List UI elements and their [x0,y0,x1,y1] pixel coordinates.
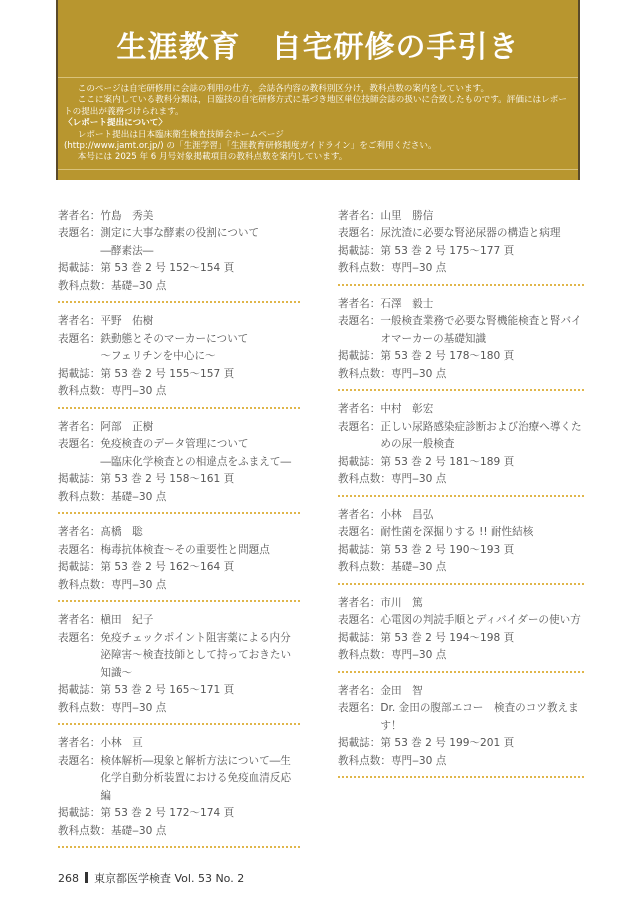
entry-journal: 第 53 巻 2 号 152～154 頁 [100,262,235,275]
entry-journal: 第 53 巻 2 号 194～198 頁 [380,631,515,644]
entry-author: 平野 佑樹 [100,315,154,328]
entry-label: 掲載誌： [338,350,381,363]
entry-author: 阿部 正樹 [100,420,154,433]
entry-points-row [58,700,300,718]
entry-journal: 第 53 巻 2 号 178～180 頁 [380,350,515,363]
entry-author: 金田 智 [380,684,423,697]
report-link-text: (http://www.jamt.or.jp/) の「生涯学習」「生涯教育研修制度ガイドライン」をご利用ください。 [64,141,437,152]
entry-label: 教科点数： [338,367,391,380]
entry-label: 表題名： [58,438,101,451]
entry-label: 教科点数： [58,385,111,398]
journal-name: 東京都医学検査 Vol. 53 No. 2 [94,872,245,886]
entry-title-line: 一般検査業務で必要な腎機能検査と腎バイオマーカーの基礎知識 [380,315,582,345]
entry-title [380,225,584,243]
left-column [58,208,300,859]
entry-label: 著者名： [58,526,101,539]
entry-label: 表題名： [58,543,101,556]
entry-title-row [338,313,584,348]
entry-label: 著者名： [58,209,101,222]
entry-journal-row [338,542,584,560]
entry-label: 表題名： [338,420,381,433]
entry-title [100,225,300,260]
entry-title [100,436,300,471]
article-entry [58,313,300,409]
page-title: 生涯教育 自宅研修の手引き [116,30,520,65]
header-box [56,0,580,180]
entry-author: 中村 彰宏 [380,403,434,416]
article-entry [338,683,584,779]
entry-author-row [58,313,300,331]
entry-title-line: 免疫チェックポイント阻害薬による内分泌障害～検査技師として持っておきたい知識～ [100,631,292,679]
entry-title [100,331,300,366]
entry-points-row [58,383,300,401]
entry-author: 小林 昌弘 [380,508,434,521]
entry-points-row [58,278,300,296]
entry-points: 専門‒30 点 [390,649,447,662]
entry-label: 著者名： [338,596,381,609]
entry-label: 掲載誌： [58,807,101,820]
entry-label: 教科点数： [338,754,391,767]
intro-paragraph: ここに案内している教科分類は，日臨技の自宅研修方式に基づき地区単位技師会誌の扱いに合致したものです。評価にはレポートの提出が義務づけられます。 [64,95,567,117]
entry-label: 著者名： [338,508,381,521]
entry-points: 基礎‒30 点 [110,824,167,837]
entry-label: 教科点数： [58,279,111,292]
entry-author-row [58,419,300,437]
entry-title [380,612,584,630]
entry-label: 表題名： [338,702,381,715]
entry-points-row [338,366,584,384]
entry-title-row [58,225,300,260]
entry-title-line: ～フェリチンを中心に～ [100,350,216,363]
entry-points: 専門‒30 点 [110,578,167,591]
entry-label: 教科点数： [58,578,111,591]
page-number: 268 [58,872,79,886]
entry-label: 教科点数： [338,262,391,275]
entry-points: 専門‒30 点 [110,701,167,714]
entry-title-row [58,331,300,366]
entry-title-row [58,436,300,471]
intro-text [64,78,572,169]
article-entry [338,296,584,392]
entry-points-row [338,647,584,665]
entry-title-line: Dr. 金田の腹部エコー 検査のコツ教えます！ [380,702,579,732]
entry-label: 表題名： [338,614,381,627]
article-entry [58,524,300,602]
entry-label: 掲載誌： [58,473,101,486]
entry-author: 髙橋 聡 [100,526,143,539]
entry-title-line: 免疫検査のデータ管理について [100,438,249,451]
article-columns [0,208,637,859]
article-entry [338,595,584,673]
entry-journal: 第 53 巻 2 号 158～161 頁 [100,473,235,486]
entry-label: 掲載誌： [338,737,381,750]
entry-label: 教科点数： [58,824,111,837]
entry-journal: 第 53 巻 2 号 175～177 頁 [380,244,515,257]
entry-title [380,524,584,542]
entry-title-row [58,542,300,560]
entry-label: 表題名： [338,227,381,240]
article-entry [58,612,300,725]
entry-title-row [338,524,584,542]
entry-title-line: 心電図の判読手順とディバイダーの使い方 [380,614,581,627]
footer-separator [85,872,88,883]
entry-label: 掲載誌： [58,367,101,380]
entry-author-row [338,401,584,419]
entry-label: 著者名： [338,209,381,222]
entry-author-row [338,683,584,701]
entry-title-row [338,225,584,243]
entry-author: 石澤 毅士 [380,297,434,310]
entry-label: 掲載誌： [58,262,101,275]
entry-points-row [58,823,300,841]
entry-points-row [338,753,584,771]
entry-title-line: 尿沈渣に必要な腎泌尿器の構造と病理 [380,227,561,240]
entry-points-row [338,559,584,577]
entry-author-row [338,208,584,226]
entry-journal-row [338,348,584,366]
entry-title-line: 耐性菌を深掘りする !! 耐性結核 [380,526,534,539]
entry-author-row [338,507,584,525]
entry-journal-row [58,682,300,700]
entry-points: 専門‒30 点 [390,754,447,767]
entry-points: 基礎‒30 点 [390,561,447,574]
entry-journal-row [58,471,300,489]
entry-points-row [338,260,584,278]
entry-title-line: 梅毒抗体検査～その重要性と問題点 [100,543,270,556]
article-entry [338,401,584,497]
intro-paragraph: このページは自宅研修用に会誌の利用の仕方，会誌各内容の教科別区分け，教科点数の案内をしています。 [77,84,490,94]
entry-title [380,313,584,348]
entry-points: 基礎‒30 点 [110,279,167,292]
article-entry [338,507,584,585]
entry-points: 基礎‒30 点 [110,490,167,503]
entry-label: 表題名： [338,526,381,539]
entry-journal: 第 53 巻 2 号 199～201 頁 [380,737,515,750]
entry-points: 専門‒30 点 [390,473,447,486]
article-entry [338,208,584,286]
entry-title [100,753,300,806]
entry-points: 専門‒30 点 [110,385,167,398]
entry-journal-row [338,630,584,648]
entry-title [380,700,584,735]
entry-author: 槇田 紀子 [100,614,154,627]
entry-title-line: ―酵素法― [100,244,154,257]
entry-journal-row [338,243,584,261]
entry-label: 教科点数： [58,490,111,503]
entry-title [100,542,300,560]
entry-title-line: 検体解析―現象と解析方法について―生化学自動分析装置における免疫血清反応編 [100,754,292,802]
entry-author: 竹島 秀美 [100,209,154,222]
report-heading: 〈レポート提出について〉 [64,118,167,129]
entry-journal-row [58,559,300,577]
entry-journal-row [58,805,300,823]
entry-title-line: ―臨床化学検査との相違点をふまえて― [100,455,292,468]
entry-points-row [338,471,584,489]
entry-title-line: 鉄動態とそのマーカーについて [100,332,249,345]
entry-author-row [58,208,300,226]
entry-points: 専門‒30 点 [390,262,447,275]
entry-author-row [338,296,584,314]
report-note: 本号には 2025 年 6 月号対象掲載項目の教科点数を案内しています。 [77,152,348,163]
entry-label: 掲載誌： [58,561,101,574]
entry-journal: 第 53 巻 2 号 165～171 頁 [100,684,235,697]
entry-title-row [338,612,584,630]
entry-title-row [338,700,584,735]
entry-label: 著者名： [58,420,101,433]
entry-title-row [58,753,300,806]
entry-title-row [58,630,300,683]
entry-author-row [338,595,584,613]
entry-label: 教科点数： [58,701,111,714]
entry-points-row [58,577,300,595]
entry-journal: 第 53 巻 2 号 172～174 頁 [100,807,235,820]
entry-label: 掲載誌： [338,631,381,644]
entry-label: 表題名： [58,332,101,345]
entry-author-row [58,524,300,542]
entry-author: 市川 篤 [380,596,423,609]
entry-label: 教科点数： [338,649,391,662]
entry-label: 著者名： [338,403,381,416]
entry-journal-row [58,260,300,278]
entry-label: 掲載誌： [338,455,381,468]
entry-journal: 第 53 巻 2 号 155～157 頁 [100,367,235,380]
entry-journal: 第 53 巻 2 号 190～193 頁 [380,543,515,556]
footer [58,858,637,904]
entry-label: 掲載誌： [338,244,381,257]
entry-label: 表題名： [58,631,101,644]
entry-author: 山里 勝信 [380,209,434,222]
entry-title-line: 正しい尿路感染症診断および治療へ導くための尿一般検査 [380,420,582,451]
article-entry [58,735,300,848]
entry-author-row [58,612,300,630]
entry-points: 専門‒30 点 [390,367,447,380]
entry-title [100,630,300,683]
entry-label: 掲載誌： [58,684,101,697]
article-entry [58,208,300,304]
article-entry [58,419,300,515]
right-column [338,208,584,789]
entry-title-line: 測定に大事な酵素の役割について [100,227,260,240]
entry-label: 著者名： [338,297,381,310]
entry-journal: 第 53 巻 2 号 162～164 頁 [100,561,235,574]
entry-label: 掲載誌： [338,543,381,556]
entry-points-row [58,489,300,507]
entry-journal-row [338,454,584,472]
entry-label: 著者名： [58,315,101,328]
report-text: レポート提出は日本臨床衛生検査技師会ホームページ [77,129,284,140]
entry-title-row [338,419,584,454]
entry-label: 表題名： [338,315,381,328]
entry-label: 著者名： [58,614,101,627]
entry-author-row [58,735,300,753]
entry-label: 教科点数： [338,561,391,574]
entry-author: 小林 亘 [100,737,143,750]
divider [58,169,578,170]
entry-label: 表題名： [58,227,101,240]
entry-label: 著者名： [58,737,101,750]
entry-journal-row [58,366,300,384]
entry-label: 著者名： [338,684,381,697]
entry-title [380,419,584,454]
entry-journal: 第 53 巻 2 号 181～189 頁 [380,455,515,468]
entry-journal-row [338,735,584,753]
entry-label: 表題名： [58,754,101,767]
entry-label: 教科点数： [338,473,391,486]
